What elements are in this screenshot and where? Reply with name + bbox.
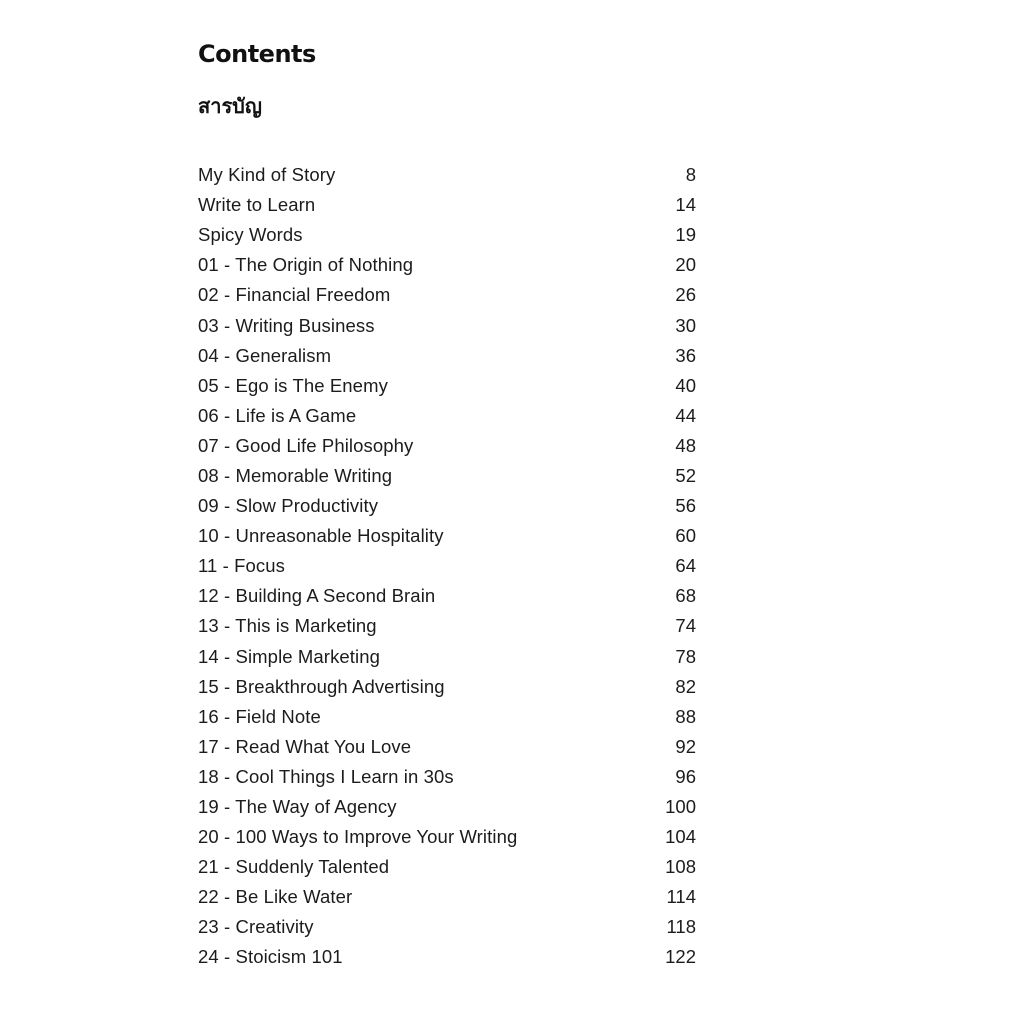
toc-entry-title: 23 - Creativity [198, 916, 314, 938]
toc-entry [198, 220, 698, 250]
toc-entry-page-number: 68 [675, 585, 696, 607]
toc-entry-title: 24 - Stoicism 101 [198, 946, 343, 968]
toc-entry-page-number: 92 [675, 735, 696, 757]
toc-entry [198, 672, 698, 702]
toc-entry [198, 250, 698, 280]
toc-entry-title: 15 - Breakthrough Advertising [198, 675, 445, 697]
toc-entry [198, 160, 698, 190]
toc-entry [198, 702, 698, 732]
toc-entry-page-number: 14 [675, 194, 696, 216]
toc-entry-title: 01 - The Origin of Nothing [198, 254, 414, 276]
toc-entry [198, 912, 698, 942]
toc-entry [198, 431, 698, 461]
toc-entry [198, 852, 698, 882]
toc-entry-page-number: 40 [675, 374, 696, 396]
table-of-contents [198, 160, 698, 973]
toc-entry-title: 18 - Cool Things I Learn in 30s [198, 765, 454, 787]
toc-entry [198, 732, 698, 762]
toc-entry [198, 822, 698, 852]
toc-entry [198, 341, 698, 371]
toc-entry-page-number: 114 [666, 886, 696, 908]
toc-entry-page-number: 60 [675, 525, 696, 547]
toc-entry-page-number: 88 [675, 705, 696, 727]
toc-entry-page-number: 52 [675, 464, 696, 486]
toc-entry [198, 762, 698, 792]
toc-entry-title: 13 - This is Marketing [198, 615, 377, 637]
toc-entry [198, 882, 698, 912]
toc-entry-title: 09 - Slow Productivity [198, 495, 379, 517]
toc-entry-title: 02 - Financial Freedom [198, 284, 391, 306]
toc-entry-page-number: 122 [665, 946, 696, 968]
toc-entry-title: 03 - Writing Business [198, 314, 375, 336]
toc-entry-page-number: 108 [665, 856, 696, 878]
toc-entry-title: Spicy Words [198, 224, 303, 246]
toc-entry-page-number: 96 [675, 765, 696, 787]
toc-entry-title: 12 - Building A Second Brain [198, 585, 436, 607]
toc-entry [198, 792, 698, 822]
toc-entry-page-number: 8 [685, 164, 696, 186]
toc-entry-page-number: 104 [665, 826, 696, 848]
toc-entry [198, 551, 698, 581]
toc-entry [198, 581, 698, 611]
toc-entry-page-number: 36 [675, 344, 696, 366]
toc-entry-title: 10 - Unreasonable Hospitality [198, 525, 444, 547]
toc-entry-page-number: 48 [675, 434, 696, 456]
toc-entry-title: 04 - Generalism [198, 344, 332, 366]
toc-entry-page-number: 82 [675, 675, 696, 697]
toc-entry-title: 16 - Field Note [198, 705, 321, 727]
toc-entry-title: 22 - Be Like Water [198, 886, 353, 908]
toc-entry-page-number: 64 [675, 555, 696, 577]
toc-entry-title: 08 - Memorable Writing [198, 464, 393, 486]
toc-entry-title: 07 - Good Life Philosophy [198, 434, 414, 456]
toc-entry [198, 521, 698, 551]
toc-entry-page-number: 56 [675, 495, 696, 517]
toc-entry [198, 280, 698, 310]
toc-entry-title: My Kind of Story [198, 164, 336, 186]
toc-entry-page-number: 118 [666, 916, 696, 938]
toc-entry [198, 310, 698, 340]
toc-entry-page-number: 44 [675, 404, 696, 426]
toc-entry [198, 190, 698, 220]
toc-entry-title: 17 - Read What You Love [198, 735, 412, 757]
toc-entry-title: 20 - 100 Ways to Improve Your Writing [198, 826, 518, 848]
toc-entry-page-number: 19 [675, 224, 696, 246]
toc-entry-title: Write to Learn [198, 194, 316, 216]
toc-entry-title: 05 - Ego is The Enemy [198, 374, 388, 396]
toc-entry [198, 642, 698, 672]
toc-entry [198, 611, 698, 641]
toc-entry-page-number: 74 [675, 615, 696, 637]
toc-entry [198, 461, 698, 491]
toc-entry-title: 21 - Suddenly Talented [198, 856, 390, 878]
toc-entry-title: 06 - Life is A Game [198, 404, 357, 426]
toc-entry [198, 491, 698, 521]
page-title: Contents [198, 40, 316, 68]
toc-entry [198, 371, 698, 401]
toc-entry-title: 14 - Simple Marketing [198, 645, 381, 667]
toc-entry-title: 11 - Focus [198, 555, 286, 577]
toc-entry [198, 401, 698, 431]
toc-entry-page-number: 26 [675, 284, 696, 306]
toc-entry-page-number: 100 [665, 796, 696, 818]
toc-entry-page-number: 78 [675, 645, 696, 667]
page-subtitle-thai: สารบัญ [198, 94, 262, 118]
toc-entry-page-number: 30 [675, 314, 696, 336]
toc-entry-page-number: 20 [675, 254, 696, 276]
toc-entry-title: 19 - The Way of Agency [198, 796, 397, 818]
toc-entry [198, 942, 698, 972]
